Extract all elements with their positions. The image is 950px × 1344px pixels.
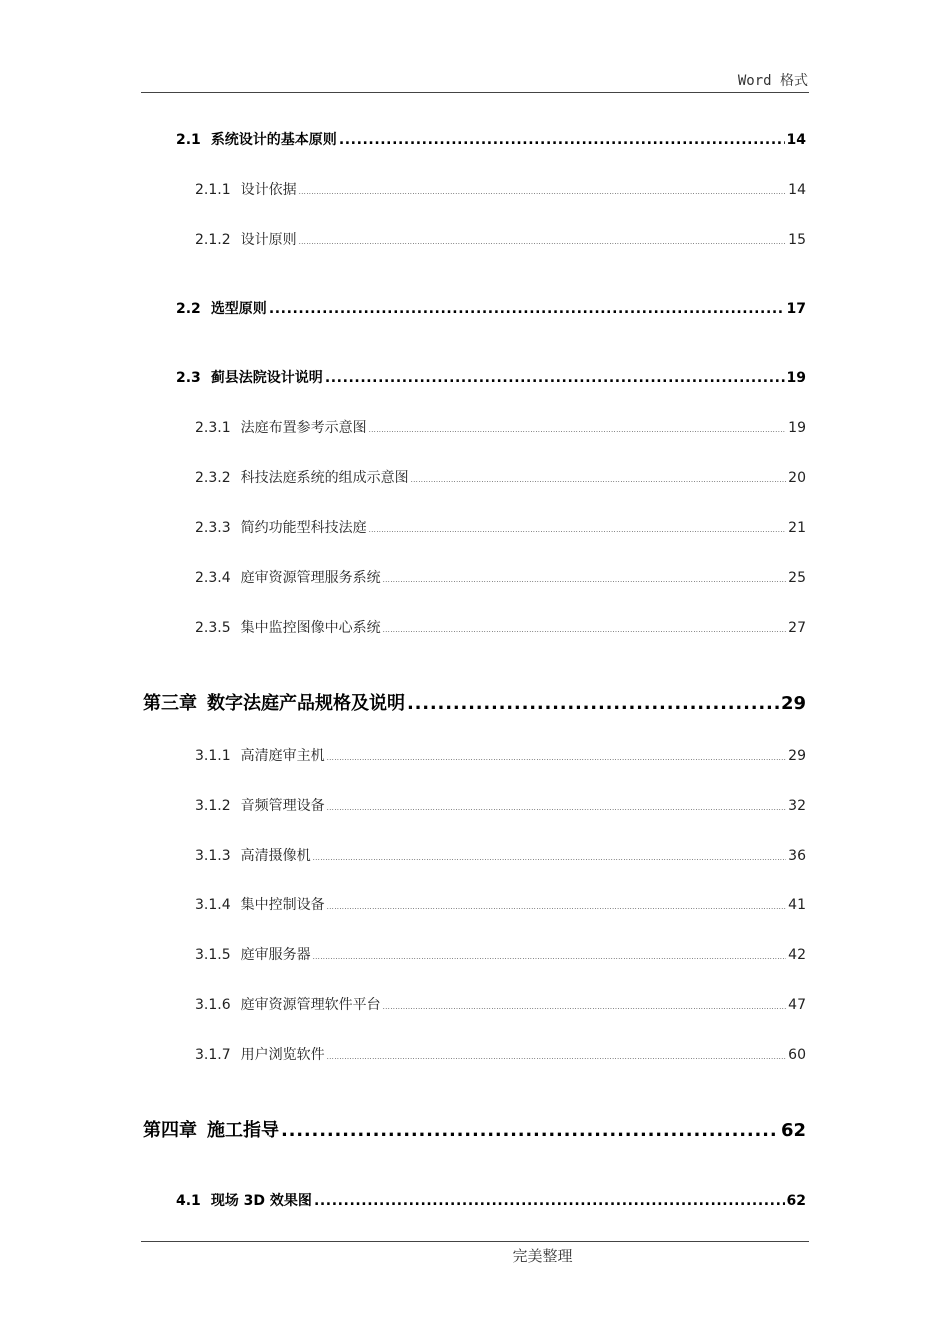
toc-leader: [314, 1193, 785, 1209]
toc-page-number: 47: [788, 997, 806, 1013]
toc-number: 2.1.2: [195, 232, 231, 248]
toc-number: 2.3.2: [195, 470, 231, 486]
toc-leader: [281, 1120, 779, 1141]
toc-entry-2-3-3[interactable]: [195, 517, 806, 537]
toc-page-number: 15: [788, 232, 806, 248]
toc-title: 简约功能型科技法庭: [240, 520, 367, 536]
toc-leader: [313, 953, 787, 961]
toc-number: 2.2: [176, 301, 201, 317]
toc-title: 音频管理设备: [240, 798, 325, 814]
toc-number: 第三章: [143, 693, 197, 714]
toc-page-number: 29: [788, 748, 806, 764]
toc-title: 设计原则: [240, 232, 297, 248]
toc-page-number: 17: [786, 301, 806, 317]
toc-entry-2-3-4[interactable]: [195, 567, 806, 587]
toc-number: 2.1.1: [195, 182, 231, 198]
toc-entry-2-3-5[interactable]: [195, 617, 806, 637]
toc-entry-3-1-1[interactable]: [195, 745, 806, 765]
toc-page-number: 27: [788, 620, 806, 636]
toc-leader: [313, 854, 787, 862]
toc-entry-2-3[interactable]: [176, 367, 806, 387]
toc-entry-3-1-2[interactable]: [195, 795, 806, 815]
toc-title: 科技法庭系统的组成示意图: [240, 470, 409, 486]
toc-title: 设计依据: [240, 182, 297, 198]
footer-rule: [141, 1241, 809, 1242]
toc-leader: [339, 132, 785, 148]
header-rule: [141, 92, 809, 93]
toc-page-number: 42: [788, 947, 806, 963]
toc-title: 法庭布置参考示意图: [240, 420, 367, 436]
toc-entry-3-1-5[interactable]: [195, 944, 806, 964]
toc-number: 3.1.3: [195, 848, 231, 864]
toc-title: 集中控制设备: [240, 897, 325, 913]
toc-number: 4.1: [176, 1193, 201, 1209]
toc-page-number: 60: [788, 1047, 806, 1063]
toc-title: 高清摄像机: [240, 848, 311, 864]
toc-number: 3.1.7: [195, 1047, 231, 1063]
toc-page-number: 19: [786, 370, 806, 386]
toc-page-number: 62: [780, 1120, 806, 1141]
toc-page-number: 29: [780, 693, 806, 714]
toc-title: 现场 3D 效果图: [210, 1193, 312, 1209]
toc-number: 2.3: [176, 370, 201, 386]
toc-entry-3-1-6[interactable]: [195, 994, 806, 1014]
toc-page-number: 14: [788, 182, 806, 198]
toc-page-number: 20: [788, 470, 806, 486]
toc-title: 庭审服务器: [240, 947, 311, 963]
toc-number: 2.3.3: [195, 520, 231, 536]
toc-page-number: 32: [788, 798, 806, 814]
toc-title: 集中监控图像中心系统: [240, 620, 381, 636]
toc-page-number: 14: [786, 132, 806, 148]
toc-number: 3.1.1: [195, 748, 231, 764]
toc-leader: [327, 1053, 787, 1061]
toc-leader: [407, 693, 779, 714]
toc-page-number: 36: [788, 848, 806, 864]
toc-page-number: 21: [788, 520, 806, 536]
toc-number: 3.1.6: [195, 997, 231, 1013]
toc-leader: [327, 804, 787, 812]
toc-number: 2.3.5: [195, 620, 231, 636]
toc-page-number: 62: [786, 1193, 806, 1209]
toc-title: 数字法庭产品规格及说明: [207, 693, 405, 714]
toc-number: 第四章: [143, 1120, 197, 1141]
toc-leader: [299, 188, 787, 196]
toc-leader: [383, 626, 787, 634]
page-footer-label: 完美整理: [512, 1247, 573, 1265]
toc-leader: [327, 903, 787, 911]
toc-entry-3-1-4[interactable]: [195, 894, 806, 914]
toc-entry-2-1[interactable]: [176, 129, 806, 149]
toc-leader: [369, 426, 787, 434]
toc-number: 3.1.5: [195, 947, 231, 963]
toc-page-number: 19: [788, 420, 806, 436]
toc-page-number: 41: [788, 897, 806, 913]
toc-number: 2.3.4: [195, 570, 231, 586]
toc-entry-2-1-1[interactable]: [195, 179, 806, 199]
toc-number: 3.1.4: [195, 897, 231, 913]
toc-leader: [411, 476, 787, 484]
toc-title: 系统设计的基本原则: [210, 132, 337, 148]
toc-title: 庭审资源管理软件平台: [240, 997, 381, 1013]
toc-entry-4-1[interactable]: [176, 1190, 806, 1210]
toc-number: 3.1.2: [195, 798, 231, 814]
toc-entry-2-3-2[interactable]: [195, 467, 806, 487]
toc-title: 庭审资源管理服务系统: [240, 570, 381, 586]
toc-number: 2.3.1: [195, 420, 231, 436]
page-header-label: Word 格式: [737, 73, 808, 89]
toc-entry-2-2[interactable]: [176, 298, 806, 318]
toc-leader: [383, 1003, 787, 1011]
toc-page-number: 25: [788, 570, 806, 586]
toc-entry-3-1-3[interactable]: [195, 845, 806, 865]
toc-leader: [383, 576, 787, 584]
toc-leader: [269, 301, 785, 317]
toc-title: 高清庭审主机: [240, 748, 325, 764]
toc-entry-3-1-7[interactable]: [195, 1044, 806, 1064]
toc-entry-2-1-2[interactable]: [195, 229, 806, 249]
toc-leader: [369, 526, 787, 534]
toc-entry-chapter-3[interactable]: [143, 689, 806, 715]
toc-title: 用户浏览软件: [240, 1047, 325, 1063]
toc-entry-chapter-4[interactable]: [143, 1116, 806, 1142]
toc-title: 施工指导: [207, 1120, 279, 1141]
toc-entry-2-3-1[interactable]: [195, 417, 806, 437]
toc-leader: [327, 754, 787, 762]
toc-leader: [325, 370, 785, 386]
toc-leader: [299, 238, 787, 246]
toc-title: 蓟县法院设计说明: [210, 370, 323, 386]
toc-title: 选型原则: [210, 301, 267, 317]
toc-number: 2.1: [176, 132, 201, 148]
